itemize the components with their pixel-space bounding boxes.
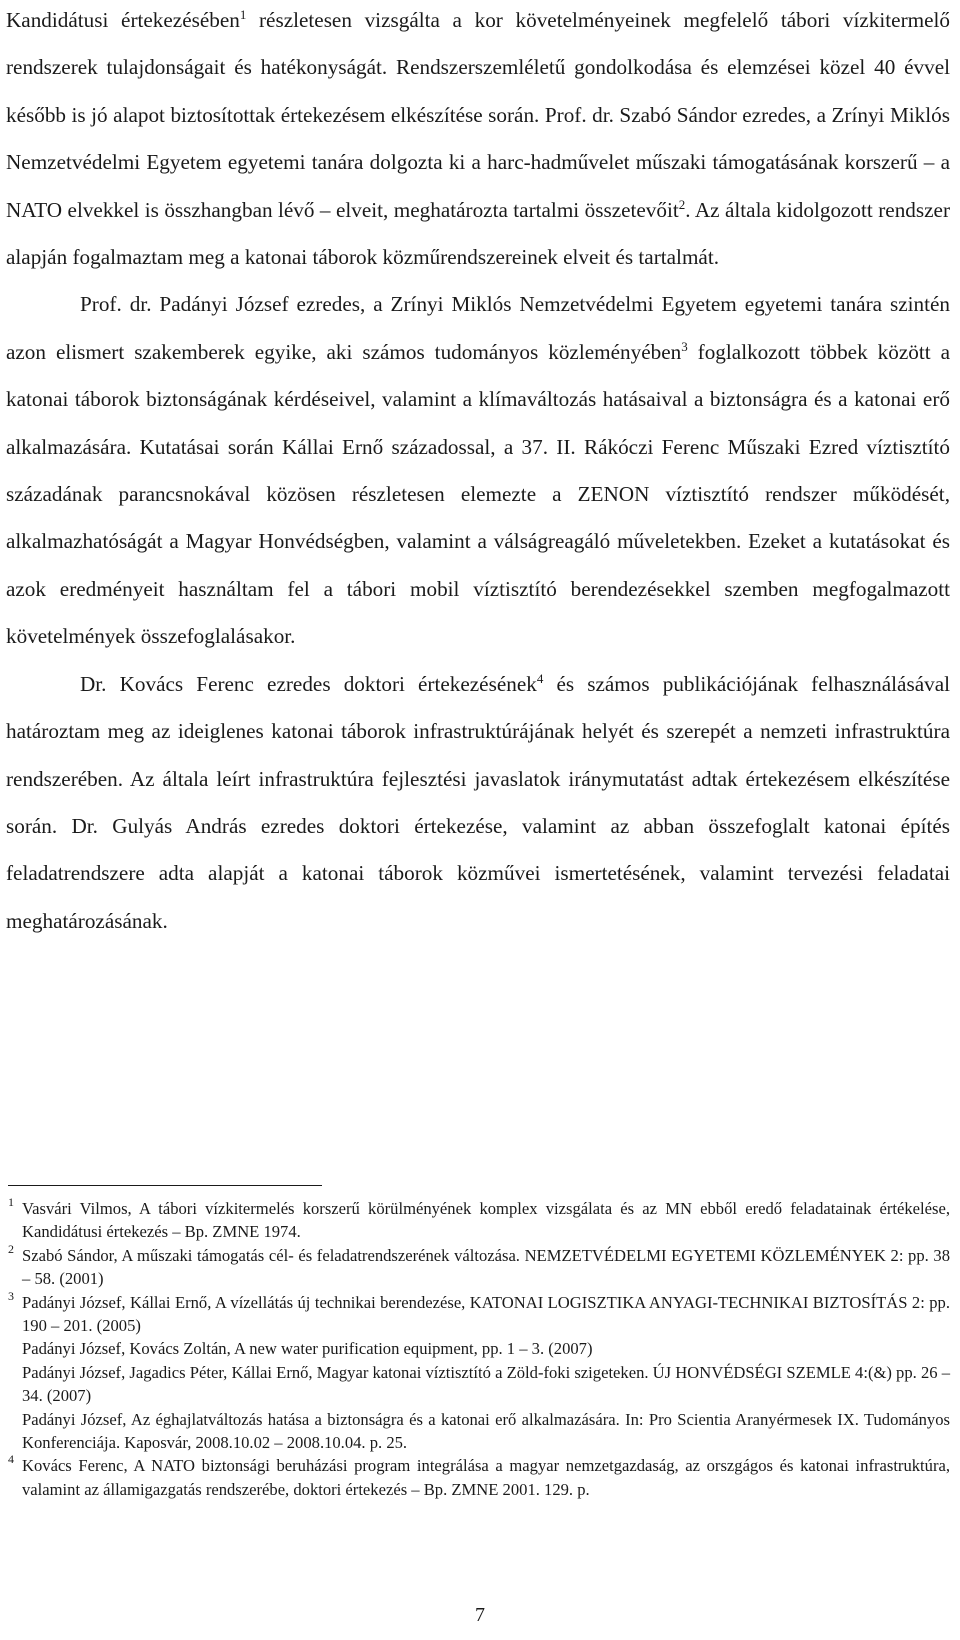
footnote xyxy=(6,1337,950,1360)
paragraph-text: és számos publikációjának felhasználásával határoztam meg az ideiglenes katonai táborok infrastruktúrájának helyét és szerepét a nemzeti infrastruktúra rendszerében. Az általa leírt infrastruktúra fejlesztési javaslatok iránymutatást adtak értekezésem elkészítése során. Dr. Gulyás András ezredes doktori értekezése, valamint az abban összefoglalt katonai építés feladatrendszere adta alapját a katonai táborok közművei ismertetésének, valamint tervezési feladatai meghatározásának. xyxy=(6,671,950,933)
footnote xyxy=(6,1454,950,1501)
footnote-separator xyxy=(8,1185,322,1186)
footnote xyxy=(6,1361,950,1408)
body-text xyxy=(6,0,950,945)
footnote-number: 4 xyxy=(8,1452,14,1467)
body-paragraph xyxy=(6,0,950,281)
footnote-text: Padányi József, Jagadics Péter, Kállai Ernő, Magyar katonai víztisztító a Zöld-foki szigeteken. ÚJ HONVÉDSÉGI SZEMLE 4:(&) pp. 26 – 34. (2007) xyxy=(22,1362,950,1406)
footnote-text: Szabó Sándor, A műszaki támogatás cél- és feladatrendszerének változása. NEMZETVÉDELMI EGYETEMI KÖZLEMÉNYEK 2: pp. 38 – 58. (2001) xyxy=(22,1245,950,1289)
footnote-text: Padányi József, Kovács Zoltán, A new water purification equipment, pp. 1 – 3. (2007) xyxy=(22,1339,593,1359)
footnotes xyxy=(6,1197,950,1501)
paragraph-text: részletesen vizsgálta a kor követelményeinek megfelelő tábori vízkitermelő rendszerek tulajdonságait és hatékonyságát. Rendszerszemléletű gondolkodása és elemzései közel 40 évvel később is jó alapot biztosítottak értekezésem elkészítése során. Prof. dr. Szabó Sándor ezredes, a Zrínyi Miklós Nemzetvédelmi Egyetem egyetemi tanára dolgozta ki a harc-hadművelet műszaki támogatásának korszerű – a NATO elvekkel is összhangban lévő – elveit, meghatározta tartalmi összetevőit xyxy=(6,8,950,222)
paragraph-text: . Az általa kidolgozott rendszer alapján fogalmaztam meg a katonai táborok közműrendszereinek elveit és tartalmát. xyxy=(6,197,950,270)
page-number: 7 xyxy=(475,1604,485,1626)
footnote-ref: 4 xyxy=(536,670,544,686)
footnote xyxy=(6,1408,950,1455)
body-paragraph xyxy=(6,661,950,945)
footnote-number: 3 xyxy=(8,1288,14,1303)
paragraph-text: foglalkozott többek között a katonai táborok biztonságának kérdéseivel, valamint a klímaváltozás hatásaival a biztonságra és a katonai erő alkalmazására. Kutatásai során Kállai Ernő századossal, a 37. II. Rákóczi Ferenc Műszaki Ezred víztisztító századának parancsnokával közösen részletesen elemezte a ZENON víztisztító rendszer működését, alkalmazhatóságát a Magyar Honvédségben, valamint a válságreagáló műveletekben. Ezeket a kutatásokat és azok eredményeit használtam fel a tábori mobil víztisztító berendezésekkel szemben megfogalmazott követelmények összefoglalásakor. xyxy=(6,339,950,649)
footnote-text: Padányi József, Az éghajlatváltozás hatása a biztonságra és a katonai erő alkalmazására. In: Pro Scientia Aranyérmesek IX. Tudományos Konferenciája. Kaposvár, 2008.10.02 – 2008.10.04. p. 25. xyxy=(22,1409,950,1453)
footnote xyxy=(6,1241,950,1291)
footnote-text: Kovács Ferenc, A NATO biztonsági beruházási program integrálása a magyar nemzetgazdaság, az orszgágos és katonai infrastruktúra, valamint az államigazgatás rendszerébe, doktori értekezés – Bp. ZMNE 2001. 129. p. xyxy=(22,1456,950,1499)
paragraph-text: Prof. dr. Padányi József ezredes, a Zrínyi Miklós Nemzetvédelmi Egyetem egyetemi tanára szintén azon elismert szakemberek egyike, aki számos tudományos közleményében xyxy=(6,292,950,364)
footnote-text: Vasvári Vilmos, A tábori vízkitermelés korszerű körülményének komplex vizsgálata és az MN ebből eredő feladatainak értékelése, Kandidátusi értekezés – Bp. ZMNE 1974. xyxy=(22,1199,950,1242)
paragraph-text: Kandidátusi értekezésében xyxy=(6,8,240,32)
footnote-text: Padányi József, Kállai Ernő, A vízellátás új technikai berendezése, KATONAI LOGISZTIKA ANYAGI-TECHNIKAI BIZTOSÍTÁS 2: pp. 190 – 201. (2005) xyxy=(22,1292,950,1336)
footnote xyxy=(6,1288,950,1338)
footnote-ref: 1 xyxy=(239,6,247,22)
footnote-number: 2 xyxy=(8,1241,14,1256)
footnote-ref: 3 xyxy=(681,338,688,354)
footnote-number: 1 xyxy=(8,1195,14,1209)
footnote-ref: 2 xyxy=(678,196,686,212)
body-paragraph xyxy=(6,281,950,660)
paragraph-text: Dr. Kovács Ferenc ezredes doktori értekezésének xyxy=(80,671,537,696)
footnote xyxy=(6,1197,950,1244)
